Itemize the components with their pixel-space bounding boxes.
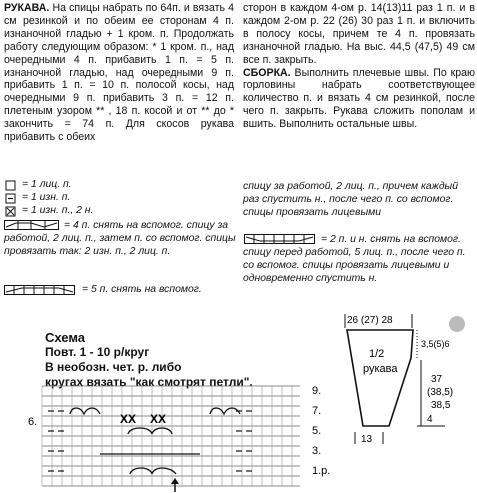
stitch-chart bbox=[0, 378, 335, 493]
chart-row-label-9: 9. bbox=[312, 385, 322, 397]
xx-mark-2: XX bbox=[150, 412, 167, 426]
legend-item-cable-4: = 4 п. снять на вспомог. спицу за работой, 2 лиц. п., затем п. со вспомог. спицы провязать так: 2 изн. п., 2 лиц. п. bbox=[4, 220, 236, 257]
schema-even-rows-note: В необозн. чет. р. либо bbox=[45, 360, 182, 374]
assembly-body: Выполнить плечевые швы. По краю горловины набрать соответствующее количество п. и вязать 4 см резинкой, после чего п. закрыть. Рукава сложить пополам и вшить. Выполнить остальные швы. bbox=[243, 66, 475, 131]
pattern-side-measure: 3,5(5)6 bbox=[421, 339, 450, 349]
pattern-piece-name: рукава bbox=[363, 363, 398, 375]
schema-repeat-note: Повт. 1 - 10 р/круг bbox=[45, 345, 150, 359]
sleeve-outline bbox=[347, 330, 413, 426]
chart-row-label-7: 7. bbox=[312, 405, 322, 417]
assembly-heading: СБОРКА. bbox=[243, 66, 291, 79]
pattern-fraction: 1/2 bbox=[369, 348, 385, 360]
yarn-ball-icon bbox=[449, 316, 465, 332]
pattern-bottom-right: 4 bbox=[427, 414, 433, 425]
pattern-bottom-left: 13 bbox=[361, 434, 373, 445]
xx-mark-1: XX bbox=[120, 412, 137, 426]
legend-item-purl: = 1 изн. п. bbox=[22, 192, 71, 203]
pattern-top-sizes: 26 (27) 28 bbox=[347, 315, 393, 326]
sleeves-heading: РУКАВА. bbox=[4, 2, 50, 14]
sleeves-section bbox=[4, 2, 234, 144]
chart-row-label-5: 5. bbox=[312, 425, 322, 437]
sleeves-body-continued: сторон в каждом 4-ом р. 14(13)11 раз 1 п. и в каждом 2-ом р. 22 (26) 30 раз 1 п. и включить в полосу косы, причем те 4 п. провязать изнаночной гладью. На выс. 44,5 (47,5) 49 см все п. закрыть. bbox=[243, 2, 475, 66]
chart-row-label-1: 1.р. bbox=[312, 465, 331, 477]
chart-left-row-label: 6. bbox=[28, 416, 38, 428]
legend-item-cable-5-continued: спицу за работой, 2 лиц. п., причем каждый раз спустить н., после чего п. со вспомог. спицы провязать лицевыми bbox=[243, 181, 458, 218]
sleeve-pattern bbox=[335, 310, 477, 493]
legend-item-purl-yo: = 1 изн. п., 2 н. bbox=[22, 205, 94, 216]
chart-row-label-3: 3. bbox=[312, 445, 322, 457]
knit-stitch-icon bbox=[6, 181, 15, 190]
assembly-section bbox=[243, 2, 475, 131]
legend-item-cable-2: = 2 п. и н. снять на вспомог. спицу перед работой, 5 лиц. п., после чего п. со вспомог. спицы провязать лицевыми и одновременно спустить н. bbox=[243, 234, 466, 284]
schema-knit-as-seen-note: кругах вязать "как смотрят петли". bbox=[45, 375, 253, 389]
cable-5-icon bbox=[4, 284, 76, 296]
sleeves-body: На спицы набрать по 64п. и вязать 4 см резинкой и по обеим ее сторонам 4 п. изнаночной гладью + 1 кром. п. Продолжать работу следующим образом: * 1 кром. п., над очередными 4 п. прибавить 1 п. = 5 п. изнаночной гладью, над очередными 9 п. прибавить 1 п. = 10 п. полосой косы, над очередными 9 п. прибавить 3 п. = 12 п. плетеным узором ** , 18 п. косой и от ** до * закончить = 74 п. Для скосов рукава прибавить с обеих bbox=[4, 2, 234, 144]
schema-title: Схема bbox=[45, 330, 86, 345]
chart-grid bbox=[42, 386, 300, 486]
pattern-height-1: 37 bbox=[431, 374, 443, 385]
pattern-height-2: (38,5) bbox=[427, 387, 454, 398]
pattern-height-3: 38,5 bbox=[431, 400, 451, 411]
legend-symbols bbox=[5, 180, 17, 220]
legend-item-cable-5: = 5 п. снять на вспомог. bbox=[82, 284, 202, 295]
legend-item-knit: = 1 лиц. п. bbox=[22, 179, 72, 190]
